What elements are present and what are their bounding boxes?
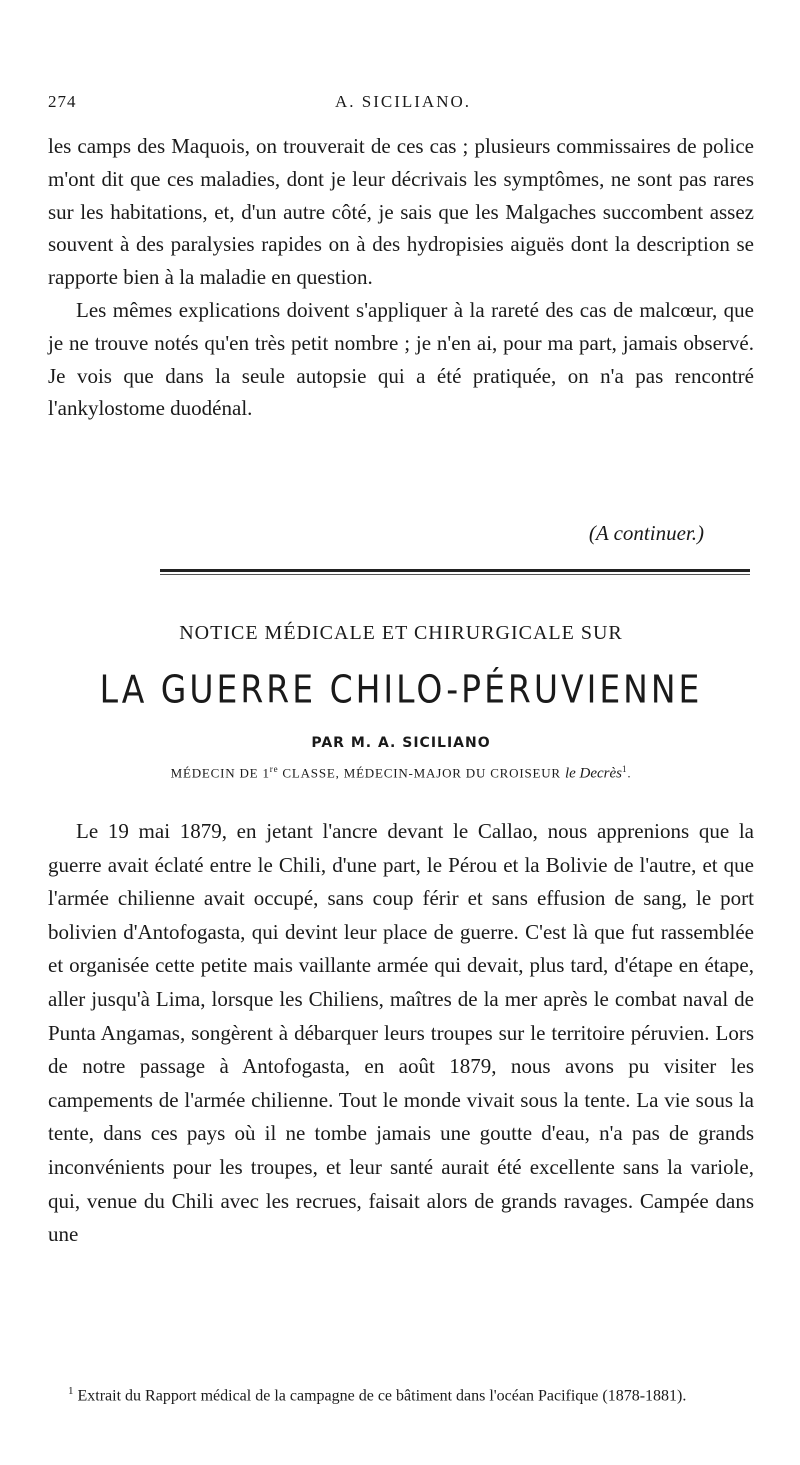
running-head	[48, 92, 758, 116]
author-byline: PAR M. A. SICILIANO	[311, 735, 491, 751]
affiliation-middle: CLASSE, MÉDECIN-MAJOR DU CROISEUR	[278, 765, 565, 781]
affiliation-prefix: MÉDECIN DE 1	[170, 765, 270, 781]
paragraph: Le 19 mai 1879, en jetant l'ancre devant le Callao, nous apprenions que la guerre avait éclaté entre le Chili, d'une part, le Pérou et la Bolivie de l'autre, et que l'armée chilienne avait occupé, sans coup férir et sans effusion de sang, le port bolivien d'Antofogasta, qui devint leur place de guerre. C'est là que fut rassemblée et organisée cette petite mais vaillante armée qui devait, plus tard, d'étape en étape, aller jusqu'à Lima, lorsque les Chiliens, maîtres de la mer après le combat naval de Punta Angamas, songèrent à débarquer leurs troupes sur le territoire péruvien. Lors de notre passage à Antofogasta, en août 1879, nous avons pu visiter les campements de l'armée chilienne. Tout le monde vivait sous la tente. La vie sous la tente, dans ces pays où il ne tombe jamais une goutte d'eau, n'a pas de grands inconvénients pour les troupes, et leur santé aurait été excellente sans la variole, qui, venue du Chili avec les recrues, faisait alors de grands ravages. Campée dans une	[48, 819, 754, 1247]
article-title: LA GUERRE CHILO-PÉRUVIENNE	[99, 667, 703, 712]
author-affiliation	[48, 764, 754, 782]
notice-title: NOTICE MÉDICALE ET CHIRURGICALE SUR	[179, 622, 623, 644]
previous-article-text	[48, 130, 754, 425]
footnote-reference: 1	[622, 764, 628, 774]
running-title: A. SICILIANO.	[334, 92, 472, 111]
paragraph: Les mêmes explications doivent s'appliquer à la rareté des cas de malcœur, que je ne trouve notés qu'en très petit nombre ; je n'en ai, pour ma part, jamais observé. Je vois que dans la seule autopsie qui a été pratiquée, on n'a pas rencontré l'ankylostome duodénal.	[48, 297, 754, 421]
footnote	[48, 1380, 754, 1407]
section-divider	[160, 569, 750, 572]
article-body	[48, 815, 754, 1252]
affiliation-end: .	[627, 765, 632, 781]
paragraph: les camps des Maquois, on trouverait de ces cas ; plusieurs commissaires de police m'ont dit que ces maladies, dont je leur décrivais les symptômes, ne sont pas rares sur les habitations, et, d'un autre côté, je sais que les Malgaches succombent assez souvent à des paralysies rapides on à des hydropisies aiguës dont la description se rapporte bien à la maladie en question.	[48, 134, 754, 290]
affiliation-ordinal: re	[269, 764, 279, 774]
footnote-mark: 1	[68, 1385, 74, 1397]
to-be-continued-note: (A continuer.)	[588, 521, 704, 545]
ship-name: le Decrès	[564, 765, 622, 782]
footnote-text: Extrait du Rapport médical de la campagne de ce bâtiment dans l'océan Pacifique (1878-1881).	[73, 1387, 687, 1405]
page-number: 274	[48, 92, 77, 111]
